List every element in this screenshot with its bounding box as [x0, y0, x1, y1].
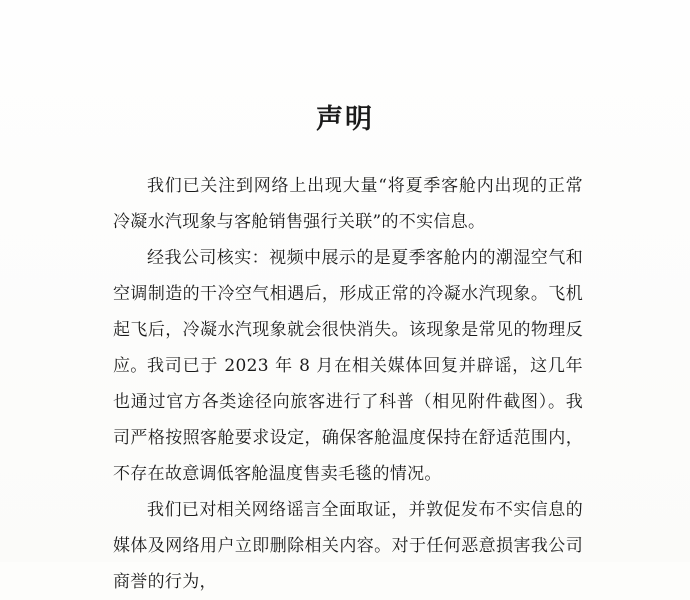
document-title: 声明 [316, 104, 374, 135]
paragraph-rumor-notice: 我们已关注到网络上出现大量“将夏季客舱内出现的正常冷凝水汽现象与客舱销售强行关联”的不实信息。 [113, 176, 583, 232]
paragraph-prior-clarification: 我司已于 2023 年 8 月在相关媒体回复并辟谣，这几年也通过官方各类途径向旅客进行了科普（相见附件截图）。我司严格按照客舱要求设定，确保客舱温度保持在舒适范围内，不存在故意调低客舱温度售卖毛毯的情况。 [113, 356, 583, 484]
paragraph-verification: 经我公司核实：视频中展示的是夏季客舱内的潮湿空气和空调制造的干冷空气相遇后，形成正常的冷凝水汽现象。飞机起飞后，冷凝水汽现象就会很快消失。该现象是常见的物理反应。 [113, 248, 583, 376]
paragraph-evidence-action: 我们已对相关网络谣言全面取证，并敦促发布不实信息的媒体及网络用户立即删除相关内容。对于任何恶意损害我公司商誉的行为， [113, 500, 583, 592]
